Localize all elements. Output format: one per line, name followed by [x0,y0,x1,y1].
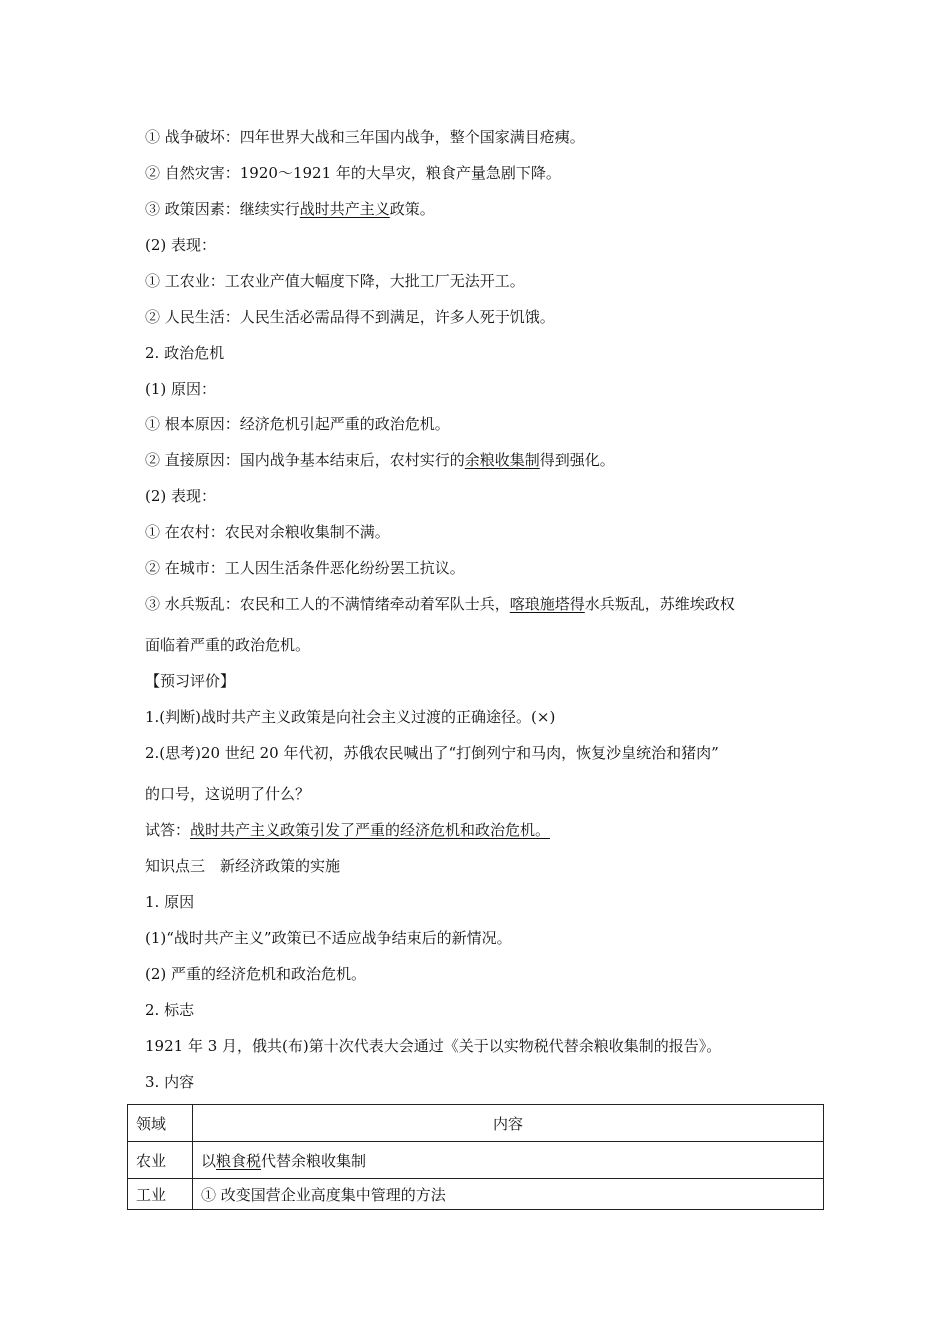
section-heading: 知识点三 新经济政策的实施 [145,857,341,875]
subheading: (2) 表现： [145,487,217,505]
paragraph-line: ② 在城市：工人因生活条件恶化纷纷罢工抗议。 [145,559,465,577]
section-heading: 【预习评价】 [145,672,236,690]
table-cell: 以粮食税代替余粮收集制 [193,1142,824,1179]
section-heading: 2. 政治危机 [145,344,225,362]
question-line: 的口号，这说明了什么？ [145,785,311,803]
paragraph-line: ① 战争破坏：四年世界大战和三年国内战争，整个国家满目疮痍。 [145,128,585,146]
paragraph-line: ③ 政策因素：继续实行战时共产主义政策。 [145,200,435,218]
section-heading: 2. 标志 [145,1001,195,1019]
subheading: (1) 原因： [145,380,217,398]
paragraph-line: ② 自然灾害：1920～1921 年的大旱灾，粮食产量急剧下降。 [145,164,561,182]
section-heading: 3. 内容 [145,1073,195,1091]
section-heading: 1. 原因 [145,893,195,911]
paragraph-line: 面临着严重的政治危机。 [145,636,311,654]
paragraph-line: ③ 水兵叛乱：农民和工人的不满情绪牵动着军队士兵，喀琅施塔得水兵叛乱，苏维埃政权 [145,595,735,613]
underlined-term: 余粮收集制 [464,451,540,469]
question-line: 1.(判断)战时共产主义政策是向社会主义过渡的正确途径。(×) [145,708,556,726]
underlined-term: 粮食税 [216,1151,262,1170]
paragraph-line: 1921 年 3 月，俄共(布)第十次代表大会通过《关于以实物税代替余粮收集制的报告》。 [145,1037,722,1055]
paragraph-line: ② 直接原因：国内战争基本结束后，农村实行的余粮收集制得到强化。 [145,451,615,469]
paragraph-line: ① 工农业：工农业产值大幅度下降，大批工厂无法开工。 [145,272,525,290]
table-header-cell: 领域 [128,1105,193,1142]
table-row [128,1179,824,1210]
question-line: 2.(思考)20 世纪 20 年代初，苏俄农民喊出了“打倒列宁和马肉，恢复沙皇统治和猪肉” [145,744,719,762]
table-header-row [128,1105,824,1142]
table-row [128,1142,824,1179]
paragraph-line: (2) 严重的经济危机和政治危机。 [145,965,367,983]
table-header-cell: 内容 [193,1105,824,1142]
table-cell: 农业 [128,1142,193,1179]
underlined-answer: 战时共产主义政策引发了严重的经济危机和政治危机。 [190,821,551,839]
table-cell: ① 改变国营企业高度集中管理的方法 [193,1179,824,1210]
table-cell: 工业 [128,1179,193,1210]
paragraph-line: (1)“战时共产主义”政策已不适应战争结束后的新情况。 [145,929,512,947]
answer-line: 试答：战时共产主义政策引发了严重的经济危机和政治危机。 [145,821,551,839]
underlined-term: 喀琅施塔得 [509,595,585,613]
paragraph-line: ② 人民生活：人民生活必需品得不到满足，许多人死于饥饿。 [145,308,555,326]
underlined-term: 战时共产主义 [299,200,390,218]
paragraph-line: ① 在农村：农民对余粮收集制不满。 [145,523,390,541]
subheading: (2) 表现： [145,236,217,254]
paragraph-line: ① 根本原因：经济危机引起严重的政治危机。 [145,415,450,433]
content-table [127,1104,824,1210]
